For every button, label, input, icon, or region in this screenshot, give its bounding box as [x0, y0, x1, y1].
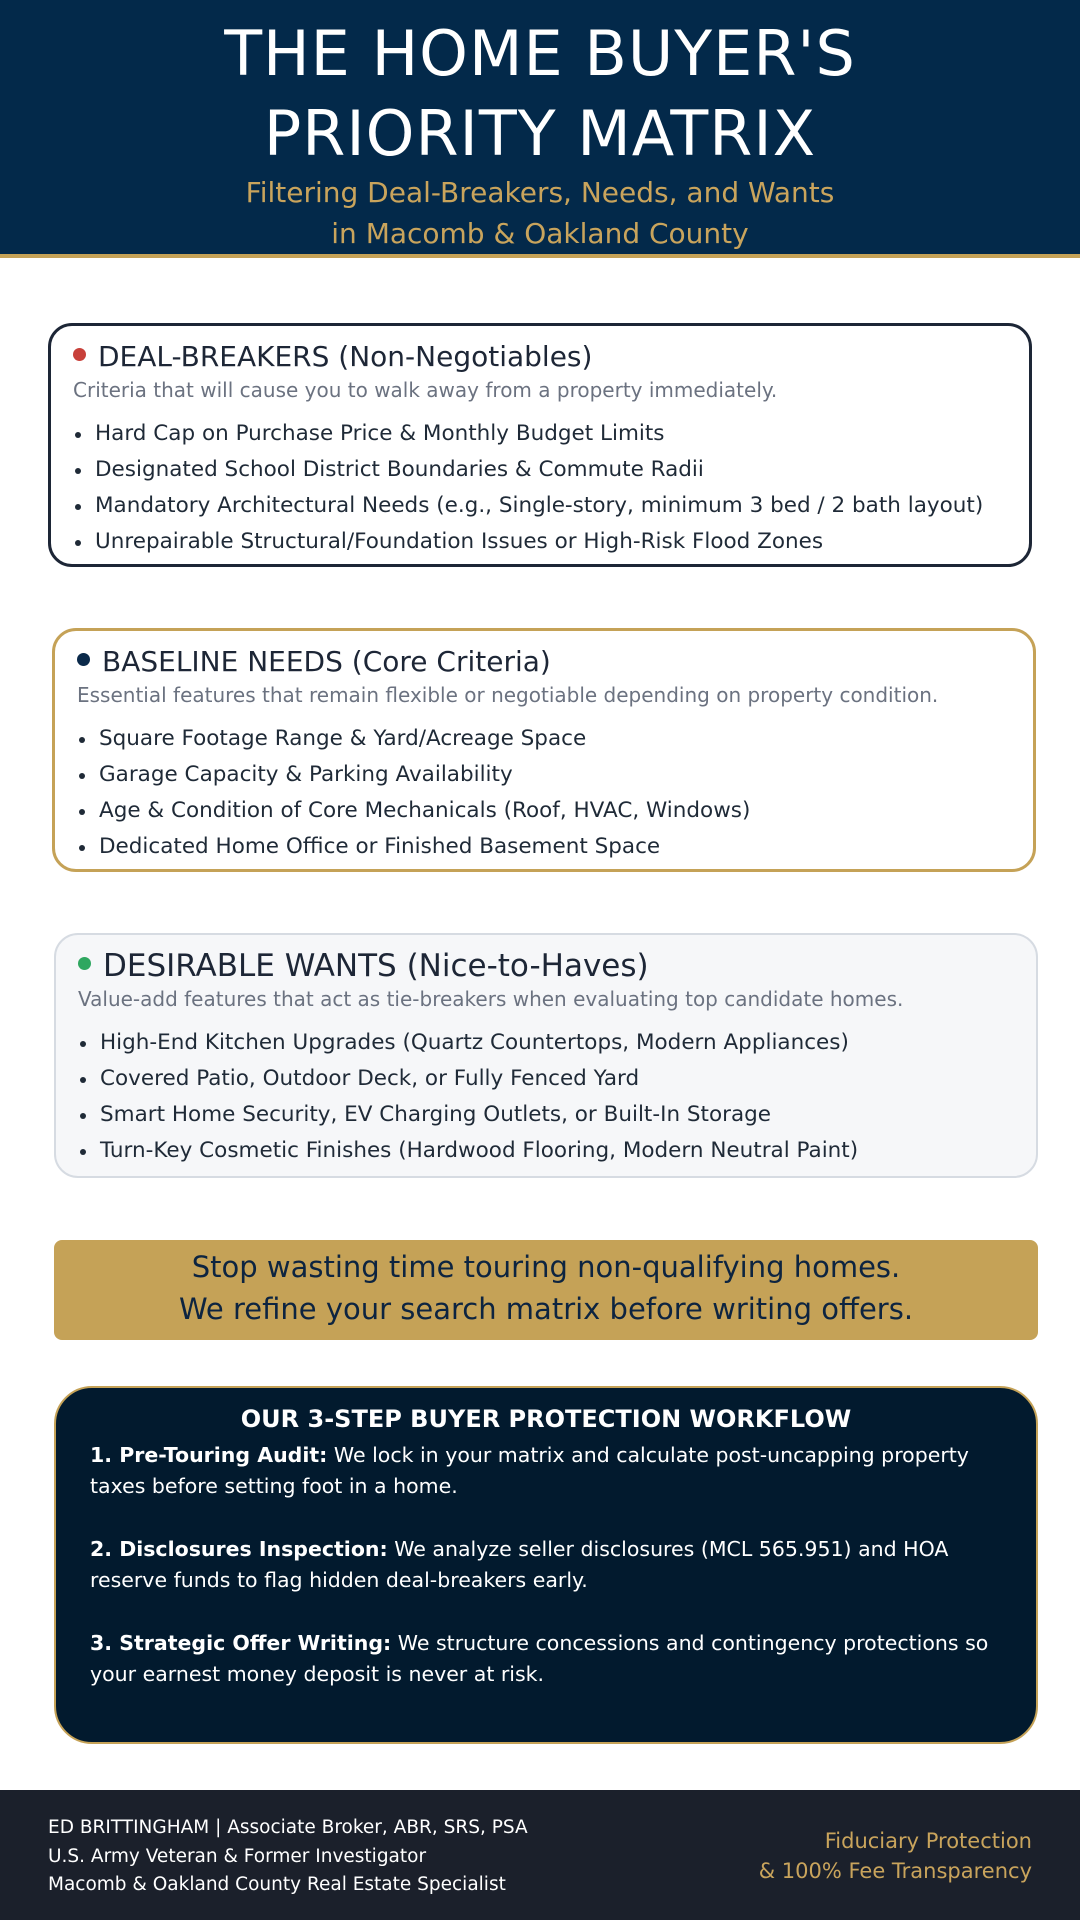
workflow-step	[90, 1440, 1002, 1502]
cta-banner-line-1: Stop wasting time touring non-qualifying homes.	[191, 1250, 901, 1284]
workflow-step-text: We structure concessions and contingency protections so your earnest money deposit is never at risk.	[90, 1631, 989, 1686]
workflow-step-text: We lock in your matrix and calculate post-uncapping property taxes before setting foot in a home.	[90, 1443, 969, 1498]
workflow-title: OUR 3-STEP BUYER PROTECTION WORKFLOW	[240, 1405, 852, 1433]
workflow-step-label: 2. Disclosures Inspection:	[90, 1537, 388, 1561]
workflow-step-label: 1. Pre-Touring Audit:	[90, 1443, 328, 1467]
list-item: Garage Capacity & Parking Availability	[77, 757, 1013, 793]
header-banner	[0, 0, 1080, 258]
needs-heading	[77, 643, 1013, 681]
wants-list	[78, 1025, 1016, 1169]
green-dot-icon	[78, 957, 91, 970]
wants-description: Value-add features that act as tie-breakers when evaluating top candidate homes.	[78, 987, 904, 1011]
red-dot-icon	[73, 348, 86, 361]
agent-specialist-line: Macomb & Oakland County Real Estate Specialist	[48, 1874, 506, 1895]
footer	[0, 1790, 1080, 1920]
footer-tagline-line-2: & 100% Fee Transparency	[758, 1859, 1032, 1883]
needs-description: Essential features that remain flexible or negotiable depending on property condition.	[77, 683, 939, 707]
page-subtitle-line-1: Filtering Deal-Breakers, Needs, and Wants	[245, 176, 835, 209]
needs-card	[52, 628, 1036, 872]
navy-dot-icon	[77, 653, 90, 666]
list-item: Designated School District Boundaries & Commute Radii	[73, 452, 1009, 488]
needs-list	[77, 721, 1013, 865]
agent-info	[48, 1814, 528, 1900]
workflow-step-label: 3. Strategic Offer Writing:	[90, 1631, 392, 1655]
page-subtitle-line-2: in Macomb & Oakland County	[331, 217, 749, 250]
needs-heading-text: BASELINE NEEDS (Core Criteria)	[102, 645, 551, 678]
workflow-step	[90, 1534, 1002, 1596]
list-item: Hard Cap on Purchase Price & Monthly Budget Limits	[73, 416, 1009, 452]
dealbreakers-description: Criteria that will cause you to walk away from a property immediately.	[73, 378, 778, 402]
list-item: Unrepairable Structural/Foundation Issues or High-Risk Flood Zones	[73, 524, 1009, 560]
workflow-step-text: We analyze seller disclosures (MCL 565.951) and HOA reserve funds to flag hidden deal-breakers early.	[90, 1537, 949, 1592]
page-title	[0, 14, 1080, 174]
agent-veteran-line: U.S. Army Veteran & Former Investigator	[48, 1845, 427, 1867]
wants-heading	[78, 947, 1016, 985]
list-item: Smart Home Security, EV Charging Outlets, or Built-In Storage	[78, 1097, 1016, 1133]
workflow-panel	[54, 1386, 1038, 1744]
dealbreakers-heading	[73, 338, 1009, 376]
list-item: Covered Patio, Outdoor Deck, or Fully Fenced Yard	[78, 1061, 1016, 1097]
cta-banner	[54, 1240, 1038, 1340]
wants-card	[54, 933, 1038, 1178]
list-item: Turn-Key Cosmetic Finishes (Hardwood Flooring, Modern Neutral Paint)	[78, 1133, 1016, 1169]
list-item: Dedicated Home Office or Finished Basement Space	[77, 829, 1013, 865]
agent-name-line: ED BRITTINGHAM | Associate Broker, ABR, SRS, PSA	[48, 1817, 528, 1838]
footer-tagline	[759, 1826, 1032, 1886]
footer-tagline-line-1: Fiduciary Protection	[824, 1829, 1032, 1853]
list-item: High-End Kitchen Upgrades (Quartz Countertops, Modern Appliances)	[78, 1025, 1016, 1061]
dealbreakers-heading-text: DEAL-BREAKERS (Non-Negotiables)	[98, 340, 593, 373]
cta-banner-line-2: We refine your search matrix before writing offers.	[178, 1292, 914, 1326]
page-subtitle	[0, 172, 1080, 254]
list-item: Age & Condition of Core Mechanicals (Roof, HVAC, Windows)	[77, 793, 1013, 829]
page-title-line-2: PRIORITY MATRIX	[263, 97, 817, 170]
list-item: Square Footage Range & Yard/Acreage Space	[77, 721, 1013, 757]
dealbreakers-card	[48, 323, 1032, 567]
workflow-step	[90, 1628, 1002, 1690]
page-title-line-1: THE HOME BUYER'S	[224, 17, 856, 90]
wants-heading-text: DESIRABLE WANTS (Nice-to-Haves)	[103, 948, 649, 984]
dealbreakers-list	[73, 416, 1009, 560]
list-item: Mandatory Architectural Needs (e.g., Single-story, minimum 3 bed / 2 bath layout)	[73, 488, 1009, 524]
